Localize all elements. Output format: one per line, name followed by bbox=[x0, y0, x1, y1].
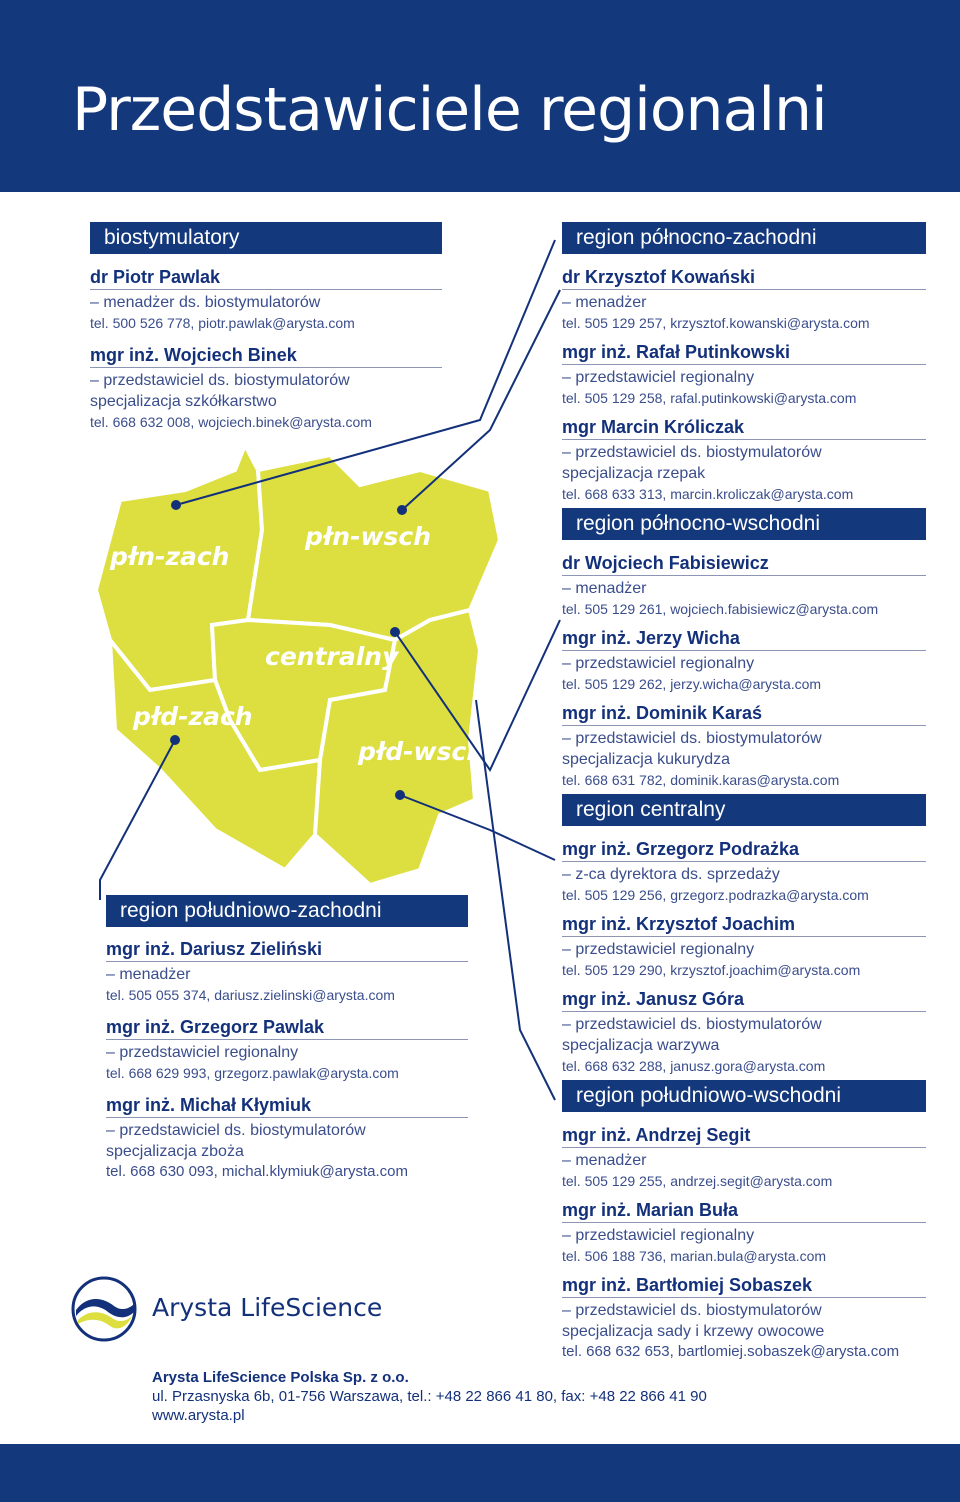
page-title: Przedstawiciele regionalni bbox=[72, 75, 827, 145]
person-name: dr Piotr Pawlak bbox=[90, 266, 442, 290]
person-contact: tel. 506 188 736, marian.bula@arysta.com bbox=[562, 1248, 827, 1264]
person-contact: tel. 668 632 008, wojciech.binek@arysta.com bbox=[90, 414, 372, 430]
ne-person-3 bbox=[562, 702, 926, 790]
person-name: mgr inż. Michał Kłymiuk bbox=[106, 1094, 468, 1118]
nw-person-2 bbox=[562, 341, 926, 408]
person-contact: tel. 505 129 255, andrzej.segit@arysta.com bbox=[562, 1173, 833, 1189]
person-name: dr Wojciech Fabisiewicz bbox=[562, 552, 926, 576]
person-role: – menadżer bbox=[562, 294, 647, 311]
person-contact: tel. 668 630 093, michal.klymiuk@arysta.com bbox=[106, 1163, 409, 1180]
person-role: – przedstawiciel ds. biostymulatorów bbox=[106, 1122, 366, 1139]
person-contact: tel. 505 129 261, wojciech.fabisiewicz@arysta.com bbox=[562, 601, 879, 617]
person-name: mgr inż. Rafał Putinkowski bbox=[562, 341, 926, 365]
ne-person-2 bbox=[562, 627, 926, 694]
bio-list bbox=[90, 266, 442, 432]
person-role: – z-ca dyrektora ds. sprzedaży bbox=[562, 866, 780, 883]
map-label-se: płd-wsch bbox=[358, 737, 485, 766]
person-name: mgr inż. Wojciech Binek bbox=[90, 344, 442, 368]
dot-se bbox=[395, 790, 405, 800]
person-name: mgr inż. Andrzej Segit bbox=[562, 1124, 926, 1148]
nw-person-1 bbox=[562, 266, 926, 333]
bio-person-1 bbox=[90, 266, 442, 333]
person-spec: specjalizacja szkółkarstwo bbox=[90, 393, 277, 410]
person-role: – przedstawiciel ds. biostymulatorów bbox=[562, 730, 822, 747]
company-info bbox=[152, 1368, 707, 1425]
footer-bar bbox=[0, 1444, 960, 1502]
sw-person-1 bbox=[106, 938, 468, 1005]
central-header: region centralny bbox=[562, 794, 926, 826]
person-name: mgr inż. Grzegorz Podrażka bbox=[562, 838, 926, 862]
ne-list bbox=[562, 552, 926, 790]
person-contact: tel. 668 633 313, marcin.kroliczak@arysta.com bbox=[562, 486, 854, 502]
bio-person-2 bbox=[90, 344, 442, 432]
person-role: – przedstawiciel regionalny bbox=[562, 369, 755, 386]
person-spec: specjalizacja sady i krzewy owocowe bbox=[562, 1323, 825, 1340]
se-person-2 bbox=[562, 1199, 942, 1266]
dot-nw bbox=[171, 500, 181, 510]
sw-person-2 bbox=[106, 1016, 468, 1083]
nw-header: region północno-zachodni bbox=[562, 222, 926, 254]
sw-header: region południowo-zachodni bbox=[106, 895, 468, 927]
person-contact: tel. 500 526 778, piotr.pawlak@arysta.com bbox=[90, 315, 355, 331]
person-role: – przedstawiciel ds. biostymulatorów bbox=[90, 372, 350, 389]
person-role: – przedstawiciel regionalny bbox=[562, 655, 755, 672]
map-label-central: centralny bbox=[265, 642, 399, 671]
person-name: mgr inż. Jerzy Wicha bbox=[562, 627, 926, 651]
person-name: mgr Marcin Króliczak bbox=[562, 416, 926, 440]
person-spec: specjalizacja rzepak bbox=[562, 465, 706, 482]
person-name: mgr inż. Krzysztof Joachim bbox=[562, 913, 926, 937]
person-contact: tel. 668 631 782, dominik.karas@arysta.com bbox=[562, 772, 840, 788]
person-spec: specjalizacja warzywa bbox=[562, 1037, 720, 1054]
sw-list bbox=[106, 938, 468, 1182]
nw-list bbox=[562, 266, 926, 504]
person-contact: tel. 505 129 257, krzysztof.kowanski@arysta.com bbox=[562, 315, 870, 331]
company-address: ul. Przasnyska 6b, 01-756 Warszawa, tel.: +48 22 866 41 80, fax: +48 22 866 41 90 bbox=[152, 1388, 707, 1405]
nw-person-3 bbox=[562, 416, 926, 504]
person-role: – menadżer bbox=[106, 966, 191, 983]
arysta-logo-icon bbox=[70, 1276, 140, 1342]
person-name: mgr inż. Marian Buła bbox=[562, 1199, 926, 1223]
sw-person-3 bbox=[106, 1094, 468, 1182]
central-list bbox=[562, 838, 926, 1076]
map-label-sw: płd-zach bbox=[133, 702, 253, 731]
person-role: – menadżer ds. biostymulatorów bbox=[90, 294, 321, 311]
person-contact: tel. 505 129 262, jerzy.wicha@arysta.com bbox=[562, 676, 822, 692]
person-name: mgr inż. Bartłomiej Sobaszek bbox=[562, 1274, 926, 1298]
person-name: mgr inż. Dominik Karaś bbox=[562, 702, 926, 726]
ne-header: region północno-wschodni bbox=[562, 508, 926, 540]
person-name: dr Krzysztof Kowański bbox=[562, 266, 926, 290]
person-role: – przedstawiciel regionalny bbox=[562, 1227, 755, 1244]
logo-text: Arysta LifeScience bbox=[152, 1293, 383, 1322]
person-contact: tel. 505 055 374, dariusz.zielinski@arysta.com bbox=[106, 987, 395, 1003]
central-person-3 bbox=[562, 988, 926, 1076]
person-contact: tel. 668 632 288, janusz.gora@arysta.com bbox=[562, 1058, 826, 1074]
person-contact: tel. 505 129 256, grzegorz.podrazka@arysta.com bbox=[562, 887, 869, 903]
person-role: – przedstawiciel ds. biostymulatorów bbox=[562, 1302, 822, 1319]
person-role: – menadżer bbox=[562, 580, 647, 597]
person-name: mgr inż. Dariusz Zieliński bbox=[106, 938, 468, 962]
connector-se bbox=[476, 700, 555, 1100]
person-contact: tel. 668 629 993, grzegorz.pawlak@arysta.com bbox=[106, 1065, 399, 1081]
person-contact: tel. 505 129 290, krzysztof.joachim@arysta.com bbox=[562, 962, 861, 978]
central-person-2 bbox=[562, 913, 926, 980]
central-person-1 bbox=[562, 838, 926, 905]
person-role: – przedstawiciel ds. biostymulatorów bbox=[562, 1016, 822, 1033]
person-spec: specjalizacja zboża bbox=[106, 1143, 244, 1160]
dot-ne bbox=[397, 505, 407, 515]
map-label-ne: płn-wsch bbox=[305, 522, 432, 551]
se-header: region południowo-wschodni bbox=[562, 1080, 926, 1112]
bio-header: biostymulatory bbox=[90, 222, 442, 254]
se-person-1 bbox=[562, 1124, 942, 1191]
se-list bbox=[562, 1124, 942, 1362]
person-contact: tel. 505 129 258, rafal.putinkowski@arysta.com bbox=[562, 390, 857, 406]
se-person-3 bbox=[562, 1274, 942, 1362]
person-contact: tel. 668 632 653, bartlomiej.sobaszek@arysta.com bbox=[562, 1343, 900, 1360]
person-role: – przedstawiciel ds. biostymulatorów bbox=[562, 444, 822, 461]
person-role: – przedstawiciel regionalny bbox=[106, 1044, 299, 1061]
person-role: – przedstawiciel regionalny bbox=[562, 941, 755, 958]
person-name: mgr inż. Grzegorz Pawlak bbox=[106, 1016, 468, 1040]
person-spec: specjalizacja kukurydza bbox=[562, 751, 731, 768]
person-role: – menadżer bbox=[562, 1152, 647, 1169]
person-name: mgr inż. Janusz Góra bbox=[562, 988, 926, 1012]
company-web[interactable]: www.arysta.pl bbox=[152, 1407, 245, 1424]
dot-sw bbox=[170, 735, 180, 745]
map-label-nw: płn-zach bbox=[110, 542, 230, 571]
company-name: Arysta LifeScience Polska Sp. z o.o. bbox=[152, 1369, 409, 1386]
dot-ne-2 bbox=[390, 627, 400, 637]
ne-person-1 bbox=[562, 552, 926, 619]
